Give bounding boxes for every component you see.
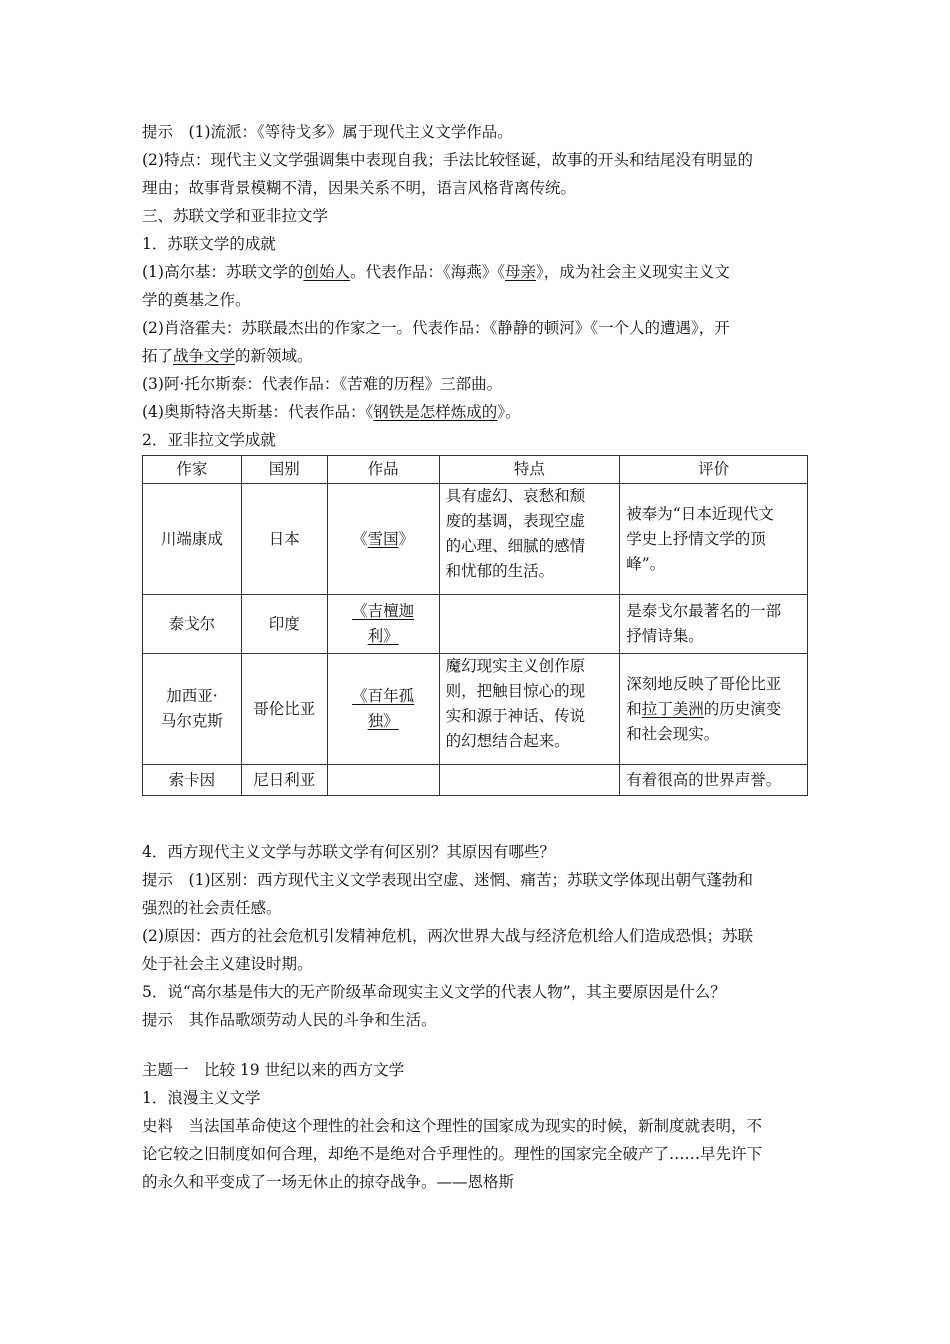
fill-in-answer: 创始人 — [303, 263, 350, 281]
literature-table — [142, 455, 808, 796]
table-row — [143, 654, 808, 765]
column-header: 评价 — [620, 456, 808, 484]
feature-cell — [439, 595, 620, 654]
feature-cell — [439, 765, 620, 796]
hint-line: 提示 (1)区别：西方现代主义文学表现出空虚、迷惘、痛苦；苏联文学体现出朝气蓬勃和 — [142, 871, 753, 889]
author-cell: 川端康成 — [143, 484, 242, 595]
comment-cell: 被奉为“日本近现代文 学史上抒情文学的顶 峰”。 — [620, 484, 808, 595]
hint-line: 提示 其作品歌颂劳动人民的斗争和生活。 — [142, 1011, 437, 1029]
paragraph: (2)原因：西方的社会危机引发精神危机，两次世界大战与经济危机给人们造成恐惧；苏联 — [142, 927, 753, 945]
work-cell: 《雪国》 — [327, 484, 439, 595]
comment-cell: 深刻地反映了哥伦比亚 和拉丁美洲的历史演变 和社会现实。 — [620, 654, 808, 765]
paragraph: (2)特点：现代主义文学强调集中表现自我；手法比较怪诞，故事的开头和结尾没有明显的 — [142, 151, 753, 169]
feature-cell: 魔幻现实主义创作原 则，把触目惊心的现 实和源于神话、传说 的幻想结合起来。 — [439, 654, 620, 765]
column-header: 特点 — [439, 456, 620, 484]
column-header: 国别 — [241, 456, 327, 484]
work-cell: 《百年孤 独》 — [327, 654, 439, 765]
country-cell: 哥伦比亚 — [241, 654, 327, 765]
comment-cell: 有着很高的世界声誉。 — [620, 765, 808, 796]
section-heading: 三、苏联文学和亚非拉文学 — [142, 207, 329, 225]
author-cell: 泰戈尔 — [143, 595, 242, 654]
paragraph: 拓了战争文学的新领域。 — [142, 347, 313, 365]
comment-cell: 是泰戈尔最著名的一部 抒情诗集。 — [620, 595, 808, 654]
paragraph: (1)高尔基：苏联文学的创始人。代表作品：《海燕》《母亲》，成为社会主义现实主义文 — [142, 263, 730, 281]
hint-line: 提示 (1)流派：《等待戈多》属于现代主义文学作品。 — [142, 123, 513, 141]
subheading: 1．浪漫主义文学 — [142, 1089, 261, 1107]
source-label: 史料 — [142, 1117, 174, 1135]
paragraph: 论它较之旧制度如何合理，却绝不是绝对合乎理性的。理性的国家完全破产了……早先许下 — [142, 1145, 763, 1163]
country-cell: 印度 — [241, 595, 327, 654]
country-cell: 尼日利亚 — [241, 765, 327, 796]
feature-cell: 具有虚幻、哀愁和颓 废的基调，表现空虚 的心理、细腻的感情 和忧郁的生活。 — [439, 484, 620, 595]
theme-heading: 主题一 比较 19 世纪以来的西方文学 — [142, 1061, 405, 1079]
country-cell: 日本 — [241, 484, 327, 595]
hint-label: 提示 — [142, 871, 174, 889]
table-row — [143, 484, 808, 595]
subheading: 1．苏联文学的成就 — [142, 235, 276, 253]
paragraph: (2)肖洛霍夫：苏联最杰出的作家之一。代表作品：《静静的顿河》《一个人的遭遇》，开 — [142, 319, 730, 337]
source-line: 史料 当法国革命使这个理性的社会和这个理性的国家成为现实的时候，新制度就表明，不 — [142, 1117, 763, 1135]
spacer — [142, 796, 810, 838]
fill-in-answer: 钢铁是怎样炼成的 — [373, 403, 498, 421]
paragraph: 强烈的社会责任感。 — [142, 899, 282, 917]
author-cell: 索卡因 — [143, 765, 242, 796]
paragraph: 的永久和平变成了一场无休止的掠夺战争。——恩格斯 — [142, 1173, 515, 1191]
table-row — [143, 765, 808, 796]
fill-in-answer: 母亲 — [505, 263, 537, 281]
paragraph: 学的奠基之作。 — [142, 291, 251, 309]
column-header: 作品 — [327, 456, 439, 484]
work-cell: 《吉檀迦 利》 — [327, 595, 439, 654]
column-header: 作家 — [143, 456, 242, 484]
spacer — [142, 1034, 810, 1056]
hint-label: 提示 — [142, 1011, 174, 1029]
table-row — [143, 595, 808, 654]
author-cell: 加西亚· 马尔克斯 — [143, 654, 242, 765]
question: 4．西方现代主义文学与苏联文学有何区别？其原因有哪些？ — [142, 843, 555, 861]
paragraph: 理由；故事背景模糊不清，因果关系不明，语言风格背离传统。 — [142, 179, 577, 197]
subheading: 2．亚非拉文学成就 — [142, 431, 276, 449]
hint-label: 提示 — [142, 123, 174, 141]
table-header-row — [143, 456, 808, 484]
document-page — [142, 118, 810, 1196]
work-cell — [327, 765, 439, 796]
paragraph: (4)奥斯特洛夫斯基：代表作品：《钢铁是怎样炼成的》。 — [142, 403, 521, 421]
fill-in-answer: 战争文学 — [173, 347, 236, 365]
question: 5．说“高尔基是伟大的无产阶级革命现实主义文学的代表人物”，其主要原因是什么？ — [142, 983, 726, 1001]
paragraph: 处于社会主义建设时期。 — [142, 955, 313, 973]
paragraph: (3)阿·托尔斯泰：代表作品：《苦难的历程》三部曲。 — [142, 375, 503, 393]
